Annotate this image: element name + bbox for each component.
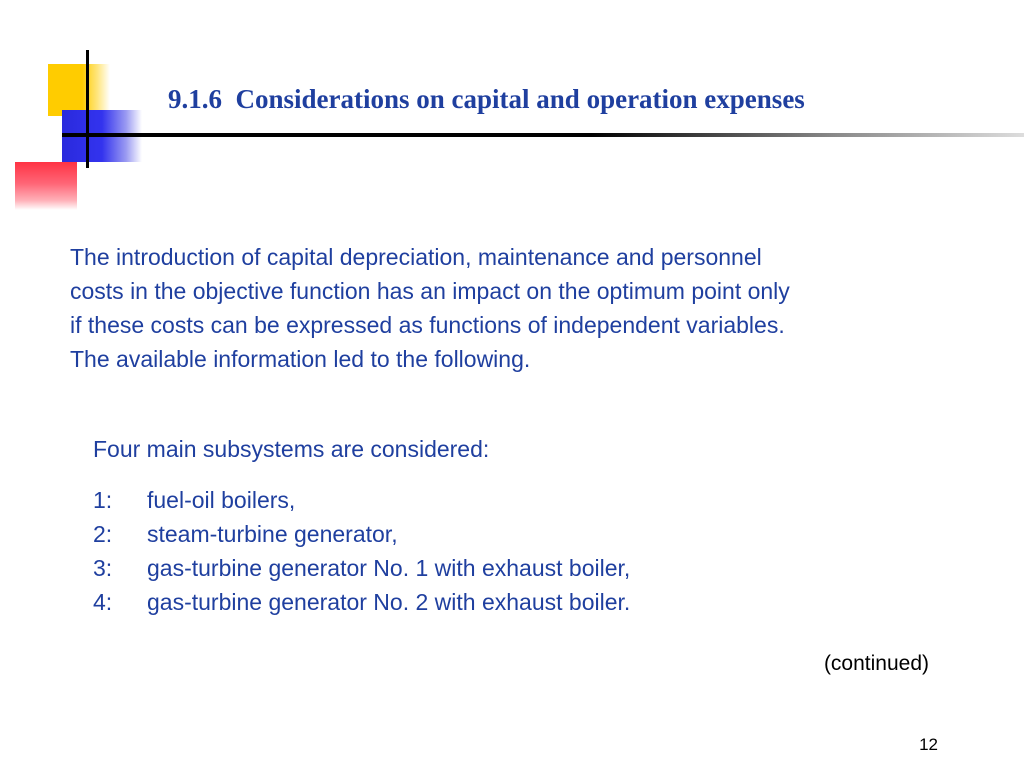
list-item-text: fuel-oil boilers, — [147, 487, 296, 513]
page-number: 12 — [919, 735, 938, 754]
slide-title: 9.1.6 Considerations on capital and operation expenses — [168, 84, 805, 114]
list-item — [93, 517, 630, 551]
list-item-number: 1: — [93, 487, 113, 513]
continued-note: (continued) — [823, 652, 929, 675]
intro-line: The available information led to the following. — [70, 346, 531, 372]
list-item-text: gas-turbine generator No. 2 with exhaust boiler. — [147, 589, 631, 615]
decorative-red-square — [15, 162, 77, 210]
list-item-text: steam-turbine generator, — [147, 521, 398, 547]
intro-line: The introduction of capital depreciation, maintenance and personnel — [70, 244, 762, 270]
intro-line: costs in the objective function has an impact on the optimum point only — [70, 278, 790, 304]
decorative-yellow-square — [48, 64, 110, 116]
intro-line: if these costs can be expressed as functions of independent variables. — [70, 312, 785, 338]
subsystems-heading: Four main subsystems are considered: — [93, 436, 490, 462]
list-item-number: 2: — [93, 521, 113, 547]
list-item — [93, 585, 630, 619]
decorative-vertical-line — [86, 50, 89, 168]
list-item-number: 4: — [93, 589, 113, 615]
list-item-text: gas-turbine generator No. 1 with exhaust boiler, — [147, 555, 631, 581]
list-item-number: 3: — [93, 555, 113, 581]
list-item — [93, 483, 630, 517]
intro-paragraph — [70, 240, 990, 376]
list-item — [93, 551, 630, 585]
title-underline — [62, 133, 1024, 137]
subsystems-list — [93, 483, 630, 619]
